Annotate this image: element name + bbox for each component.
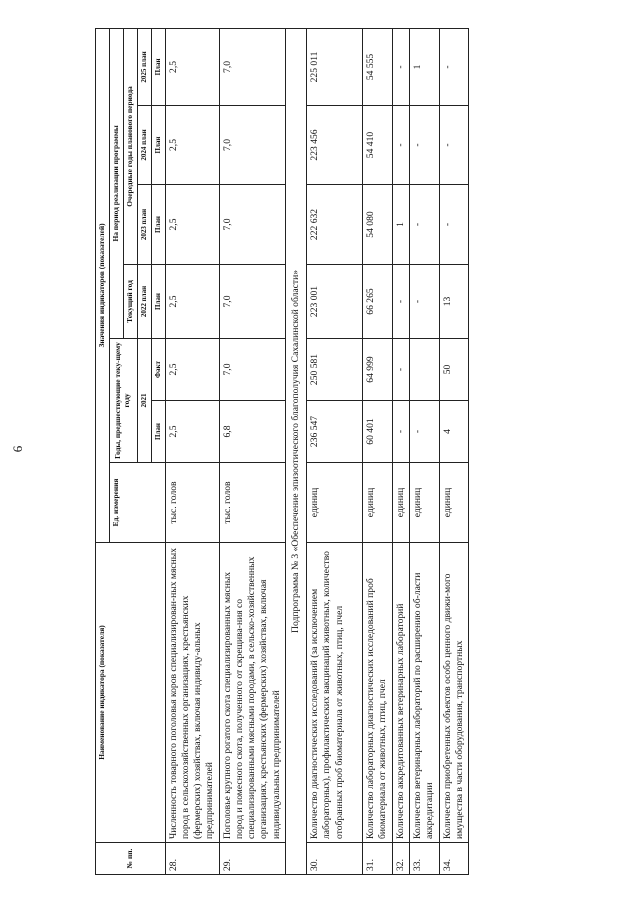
table-row bbox=[307, 28, 363, 874]
subprogram-row bbox=[285, 28, 306, 874]
row-number: 33. bbox=[409, 843, 439, 875]
indicator-name: Количество диагностических исследований (за исключением лабораторных), профилактических вакцинаций животных, количество отобранных проб биоматериала от животных, птиц, пчел bbox=[307, 543, 363, 843]
value-cell: 225 011 bbox=[307, 28, 363, 105]
value-cell: - bbox=[409, 106, 439, 185]
header-values: Значения индикаторов (показателей) bbox=[96, 28, 110, 542]
table-row bbox=[165, 28, 219, 874]
value-cell: 7,0 bbox=[219, 265, 285, 339]
header-2023: 2023 план bbox=[137, 185, 151, 265]
value-cell: - bbox=[409, 401, 439, 463]
value-cell: 222 632 bbox=[307, 185, 363, 265]
value-cell: 2,5 bbox=[165, 185, 219, 265]
value-cell: 223 456 bbox=[307, 106, 363, 185]
unit-cell: единиц bbox=[363, 463, 393, 543]
value-cell: - bbox=[409, 265, 439, 339]
value-cell: 236 547 bbox=[307, 401, 363, 463]
value-cell: 60 401 bbox=[363, 401, 393, 463]
indicator-name: Количество приобретенных объектов особо ценного движи-мого имущества в части оборудования, транспортных bbox=[439, 543, 469, 843]
table-row bbox=[409, 28, 439, 874]
value-cell: - bbox=[439, 106, 469, 185]
value-cell: 7,0 bbox=[219, 28, 285, 105]
value-cell: 1 bbox=[409, 28, 439, 105]
header-row-1 bbox=[96, 28, 110, 874]
value-cell: 7,0 bbox=[219, 106, 285, 185]
header-plan: План bbox=[151, 185, 165, 265]
header-fact: Факт bbox=[151, 339, 165, 401]
header-2022: 2022 план bbox=[137, 265, 151, 339]
table-row bbox=[439, 28, 469, 874]
value-cell: 4 bbox=[439, 401, 469, 463]
value-cell: 2,5 bbox=[165, 28, 219, 105]
value-cell: 2,5 bbox=[165, 339, 219, 401]
unit-cell: тыс. голов bbox=[165, 463, 219, 543]
value-cell: 64 999 bbox=[363, 339, 393, 401]
header-name: Наименование индикатора (показателя) bbox=[96, 543, 166, 843]
row-number: 31. bbox=[363, 843, 393, 875]
value-cell: 54 410 bbox=[363, 106, 393, 185]
value-cell: - bbox=[392, 106, 409, 185]
value-cell: 2,5 bbox=[165, 401, 219, 463]
value-cell: - bbox=[439, 185, 469, 265]
header-program-period: На период реализации программы bbox=[109, 28, 123, 338]
value-cell: 13 bbox=[439, 265, 469, 339]
header-2024: 2024 план bbox=[137, 106, 151, 185]
unit-cell: единиц bbox=[409, 463, 439, 543]
header-years-before: Годы, предшествующие теку-щему году bbox=[109, 339, 137, 463]
header-plan: План bbox=[151, 106, 165, 185]
unit-cell: единиц bbox=[392, 463, 409, 543]
header-2025: 2025 план bbox=[137, 28, 151, 105]
value-cell: 250 581 bbox=[307, 339, 363, 401]
value-cell: 50 bbox=[439, 339, 469, 401]
value-cell: - bbox=[392, 401, 409, 463]
value-cell: - bbox=[392, 265, 409, 339]
indicator-name: Количество лабораторных диагностических исследований проб биоматериала от животных, птиц, пчел bbox=[363, 543, 393, 843]
header-num: № пп. bbox=[96, 843, 166, 875]
value-cell: - bbox=[392, 28, 409, 105]
header-plan: План bbox=[151, 28, 165, 105]
value-cell: 2,5 bbox=[165, 106, 219, 185]
indicator-name: Численность товарного поголовья коров специализирован-ных мясных пород в сельскохозяйственных организациях, крестьянских (фермерских) хозяйствах, включая индивиду-альных предпринимателей bbox=[165, 543, 219, 843]
value-cell: 6,8 bbox=[219, 401, 285, 463]
value-cell: - bbox=[409, 185, 439, 265]
header-plan: План bbox=[151, 401, 165, 463]
indicator-name: Поголовье крупного рогатого скота специализированных мясных пород и помесного скота, полученного от скрещива-ния со специализированными мясными породами, в сельско-хозяйственных организациях, крестьянских (фермерских) хозяйствах, включая индивидуальных предпринимателей bbox=[219, 543, 285, 843]
header-next-years: Очередные годы планового периода bbox=[123, 28, 137, 264]
value-cell: 66 265 bbox=[363, 265, 393, 339]
subprogram-title: Подпрограмма № 3 «Обеспечение эпизоотического благополучия Сахалинской области» bbox=[285, 28, 306, 874]
table-row bbox=[392, 28, 409, 874]
indicator-name: Количество ветеринарных лабораторий по расширению об-ласти аккредитации bbox=[409, 543, 439, 843]
header-unit: Ед. измерения bbox=[109, 463, 165, 543]
row-number: 28. bbox=[165, 843, 219, 875]
table-row bbox=[363, 28, 393, 874]
indicators-table bbox=[95, 28, 469, 875]
indicator-name: Количество аккредитованных ветеринарных лабораторий bbox=[392, 543, 409, 843]
value-cell: 223 001 bbox=[307, 265, 363, 339]
value-cell: 1 bbox=[392, 185, 409, 265]
row-number: 34. bbox=[439, 843, 469, 875]
value-cell: 2,5 bbox=[165, 265, 219, 339]
page-number: 6 bbox=[10, 445, 25, 453]
table-row bbox=[219, 28, 285, 874]
header-2021: 2021 bbox=[137, 339, 151, 463]
value-cell: - bbox=[439, 28, 469, 105]
row-number: 32. bbox=[392, 843, 409, 875]
unit-cell: единиц bbox=[439, 463, 469, 543]
value-cell bbox=[409, 339, 439, 401]
value-cell: 7,0 bbox=[219, 339, 285, 401]
unit-cell: тыс. голов bbox=[219, 463, 285, 543]
row-number: 29. bbox=[219, 843, 285, 875]
header-plan: План bbox=[151, 265, 165, 339]
unit-cell: единиц bbox=[307, 463, 363, 543]
value-cell: 54 080 bbox=[363, 185, 393, 265]
header-current-year: Текущий год bbox=[123, 265, 137, 339]
value-cell: 54 555 bbox=[363, 28, 393, 105]
row-number: 30. bbox=[307, 843, 363, 875]
value-cell: 7,0 bbox=[219, 185, 285, 265]
value-cell: - bbox=[392, 339, 409, 401]
